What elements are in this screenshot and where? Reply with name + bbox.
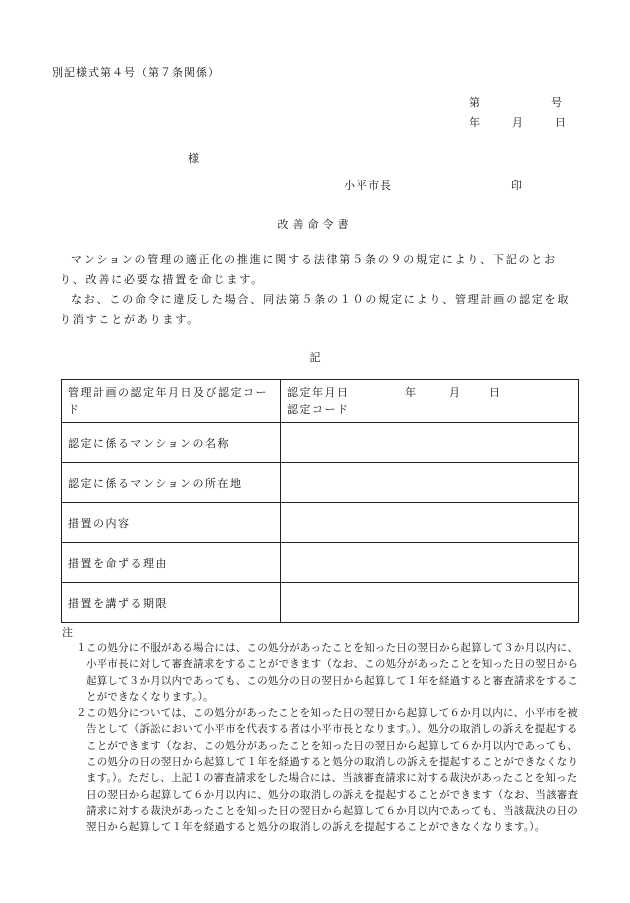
certification-date-code-label: 管理計画の認定年月日及び認定コード (62, 380, 281, 423)
certification-code-label: 認定コード (287, 403, 350, 416)
notes-section (62, 640, 582, 836)
measure-deadline-value[interactable] (281, 583, 579, 623)
certification-date-line (287, 384, 572, 401)
note-item-1 (62, 640, 582, 705)
measure-deadline-label: 措置を講ずる期限 (62, 583, 281, 623)
table-row (62, 503, 579, 543)
certification-date-label: 認定年月日 (287, 386, 350, 399)
certification-month-label: 月 (449, 386, 462, 399)
measure-content-value[interactable] (281, 503, 579, 543)
table-row (62, 543, 579, 583)
measure-content-label: 措置の内容 (62, 503, 281, 543)
body-paragraph-1: マンションの管理の適正化の推進に関する法律第５条の９の規定により、下記のとおり、改善に必要な措置を命じます。 (60, 253, 557, 286)
date-year-label: 年 (469, 116, 480, 129)
notes-heading: 注 (62, 626, 73, 639)
mansion-name-label: 認定に係るマンションの名称 (62, 423, 281, 463)
mansion-name-value[interactable] (281, 423, 579, 463)
date-month-label: 月 (512, 116, 523, 129)
table-row (62, 583, 579, 623)
table-row (62, 380, 579, 423)
table-row (62, 463, 579, 503)
document-title: 改善命令書 (277, 218, 353, 231)
body-text (60, 250, 580, 330)
issuer-name: 小平市長 (344, 179, 392, 192)
certification-date-code-cell[interactable] (281, 380, 579, 423)
ki-heading: 記 (309, 351, 321, 364)
details-table (61, 379, 579, 623)
mansion-address-label: 認定に係るマンションの所在地 (62, 463, 281, 503)
note-number-2: ２ (76, 707, 87, 720)
document-number-suffix: 号 (551, 96, 562, 109)
document-number-prefix: 第 (469, 96, 480, 109)
certification-year-label: 年 (405, 386, 418, 399)
seal-mark: 印 (511, 179, 522, 192)
note-text-2: この処分については、この処分があったことを知った日の翌日から起算して６か月以内に、小平市を被告として（訴訟において小平市を代表する者は小平市長となります。）、処分の取消しの訴えを提起することができます（なお、この処分があったことを知った日の翌日から起算して６か月以内であっても、この処分の日の翌日から起算して１年を経過すると処分の取消しの訴えを提起することができなくなります。）。ただし、上記１の審査請求をした場合には、当該審査請求に対する裁決があったことを知った日の翌日から起算して６か月以内に、処分の取消しの訴えを提起することができます（なお、当該審査請求に対する裁決があったことを知った日の翌日から起算して６か月以内であっても、当該裁決の日の翌日から起算して１年を経過すると処分の取消しの訴えを提起することができなくなります。）。 (86, 707, 579, 834)
order-reason-value[interactable] (281, 543, 579, 583)
certification-day-label: 日 (489, 386, 502, 399)
table-row (62, 423, 579, 463)
body-paragraph-2: なお、この命令に違反した場合、同法第５条の１０の規定により、管理計画の認定を取り消すことがあります。 (60, 293, 571, 326)
note-text-1: この処分に不服がある場合には、この処分があったことを知った日の翌日から起算して３か月以内に、小平市長に対して審査請求をすることができます（なお、この処分があったことを知った日の翌日から起算して３か月以内であっても、この処分の日の翌日から起算して１年を経過すると審査請求をすることができなくなります。）。 (86, 642, 579, 703)
note-number-1: １ (76, 642, 87, 654)
date-day-label: 日 (555, 116, 566, 129)
form-number: 別記様式第４号（第７条関係） (52, 66, 220, 79)
mansion-address-value[interactable] (281, 463, 579, 503)
addressee-honorific: 様 (188, 152, 199, 165)
order-reason-label: 措置を命ずる理由 (62, 543, 281, 583)
note-item-2 (62, 705, 582, 835)
